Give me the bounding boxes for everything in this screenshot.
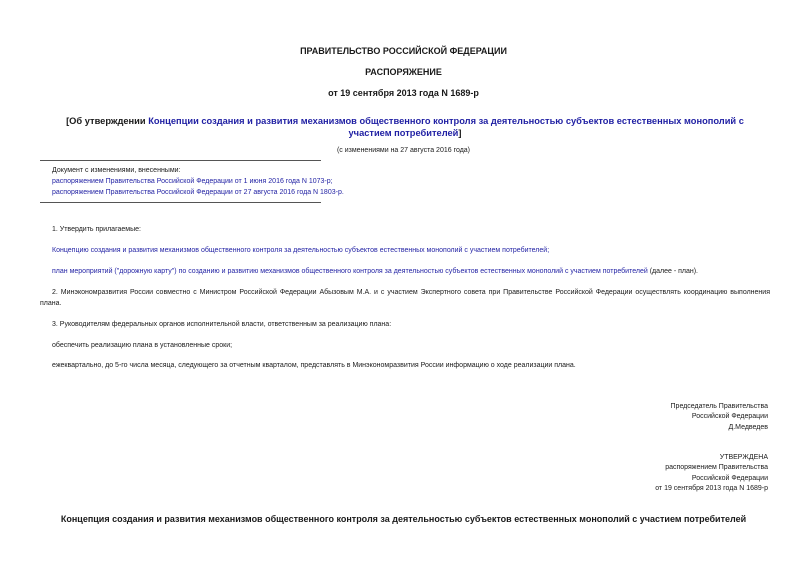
- signature-block: [671, 402, 768, 433]
- paragraph-3: 3. Руководителям федеральных органов исполнительной власти, ответственным за реализацию плана:: [52, 321, 392, 328]
- document-date-number: от 19 сентября 2013 года N 1689-р: [328, 88, 479, 98]
- top-divider: [40, 160, 321, 161]
- government-heading: ПРАВИТЕЛЬСТВО РОССИЙСКОЙ ФЕДЕРАЦИИ: [300, 46, 507, 56]
- approval-line-1: УТВЕРЖДЕНА: [719, 454, 768, 461]
- paragraph-2: 2. Минэкономразвития России совместно с Министром Российской Федерации Абызовым М.А. и с участием Экспертного совета при Правительстве Российской Федерации осуществлять координацию выполнения плана.: [40, 289, 770, 307]
- changes-heading: Документ с изменениями, внесенными:: [52, 167, 181, 174]
- change-link-1[interactable]: распоряжением Правительства Российской Федерации от 1 июня 2016 года N 1073-р;: [52, 178, 333, 185]
- paragraph-1: 1. Утвердить прилагаемые:: [52, 226, 141, 233]
- approval-line-2: распоряжением Правительства: [665, 464, 768, 472]
- approval-block: [655, 453, 768, 494]
- concept-approval-link[interactable]: Концепцию создания и развития механизмов общественного контроля за деятельностью субъектов естественных монополий с участием потребителей;: [52, 247, 550, 254]
- concept-link[interactable]: Концепции создания и развития механизмов общественного контроля за деятельностью субъектов естественных монополий с участием потребителей: [148, 116, 744, 138]
- title-prefix: [Об утверждении: [66, 116, 149, 126]
- document-type-heading: РАСПОРЯЖЕНИЕ: [365, 67, 442, 77]
- signature-line-2: Российской Федерации: [691, 413, 768, 421]
- bottom-divider: [40, 202, 321, 203]
- approval-line-4: от 19 сентября 2013 года N 1689-р: [655, 484, 768, 492]
- plan-approval-item: [52, 267, 698, 278]
- document-title: [60, 115, 750, 139]
- plan-suffix: (далее - план).: [647, 268, 699, 275]
- amendment-note: (с изменениями на 27 августа 2016 года): [336, 147, 471, 154]
- approval-line-3: Российской Федерации: [691, 474, 768, 482]
- plan-link[interactable]: план мероприятий ("дорожную карту") по созданию и развитию механизмов общественного контроля за деятельностью субъектов естественных монополий с участием потребителей: [52, 268, 648, 275]
- concept-title: Концепция создания и развития механизмов общественного контроля за деятельностью субъектов естественных монополий с участием потребителей: [60, 514, 747, 524]
- paragraph-3-item-2: ежеквартально, до 5-го числа месяца, следующего за отчетным кварталом, представлять в Минэкономразвития России информацию о ходе реализации плана.: [52, 362, 576, 369]
- signature-line-3: Д.Медведев: [728, 423, 768, 431]
- paragraph-3-item-1: обеспечить реализацию плана в установленные сроки;: [52, 342, 233, 349]
- signature-line-1: Председатель Правительства: [670, 403, 768, 410]
- change-link-2[interactable]: распоряжением Правительства Российской Федерации от 27 августа 2016 года N 1803-р.: [52, 189, 344, 196]
- title-suffix: ]: [458, 128, 462, 138]
